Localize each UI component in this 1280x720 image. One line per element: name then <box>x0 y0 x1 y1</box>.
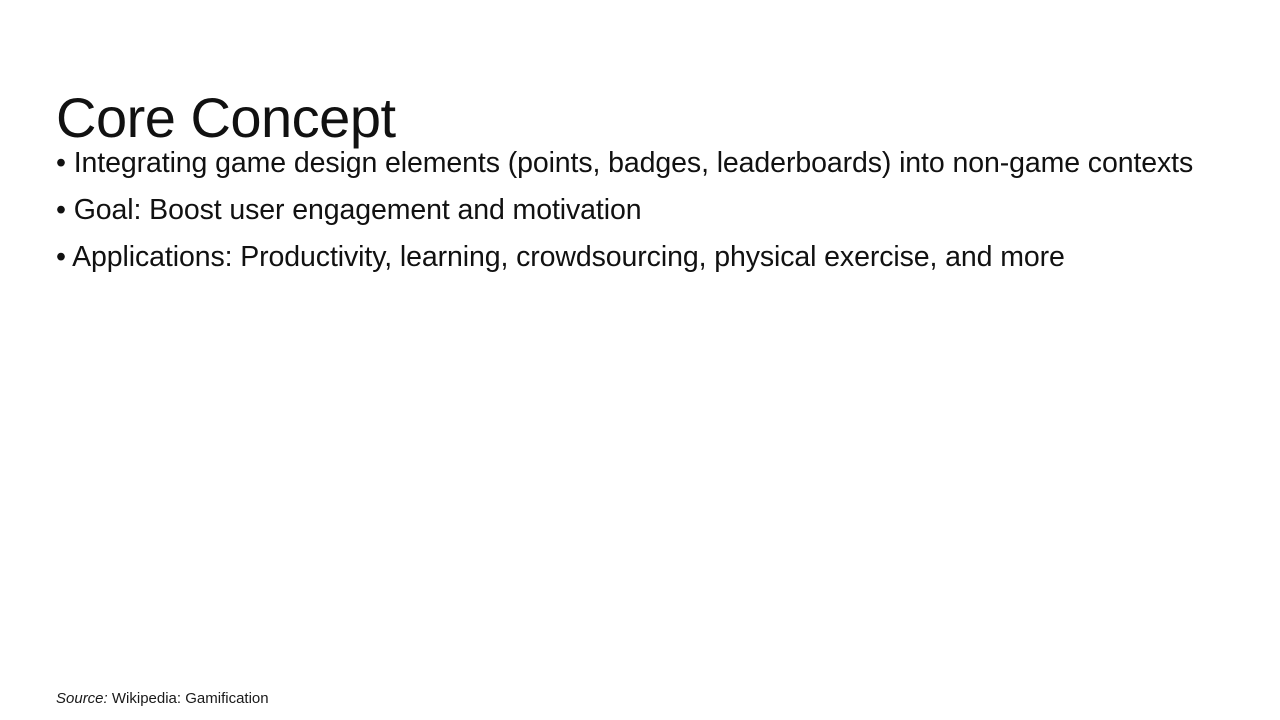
list-item <box>56 192 1226 230</box>
list-item <box>56 239 1226 277</box>
source-label: Source: <box>56 690 108 707</box>
bullet-list <box>56 145 1226 286</box>
source-value: Wikipedia: Gamification <box>111 690 269 707</box>
page-title: Core Concept <box>56 85 396 149</box>
bullet-point-icon: • <box>56 240 66 273</box>
bullet-point-icon: • <box>56 147 66 179</box>
source-note <box>56 690 269 707</box>
list-item <box>56 145 1226 183</box>
bullet-point-icon: • <box>56 193 66 226</box>
list-item-label: Applications: Productivity, learning, crowdsourcing, physical exercise, and more <box>72 240 1065 273</box>
list-item-label: Goal: Boost user engagement and motivation <box>73 193 642 226</box>
list-item-label: Integrating game design elements (points, badges, leaderboards) into non-game contexts <box>73 147 1194 179</box>
